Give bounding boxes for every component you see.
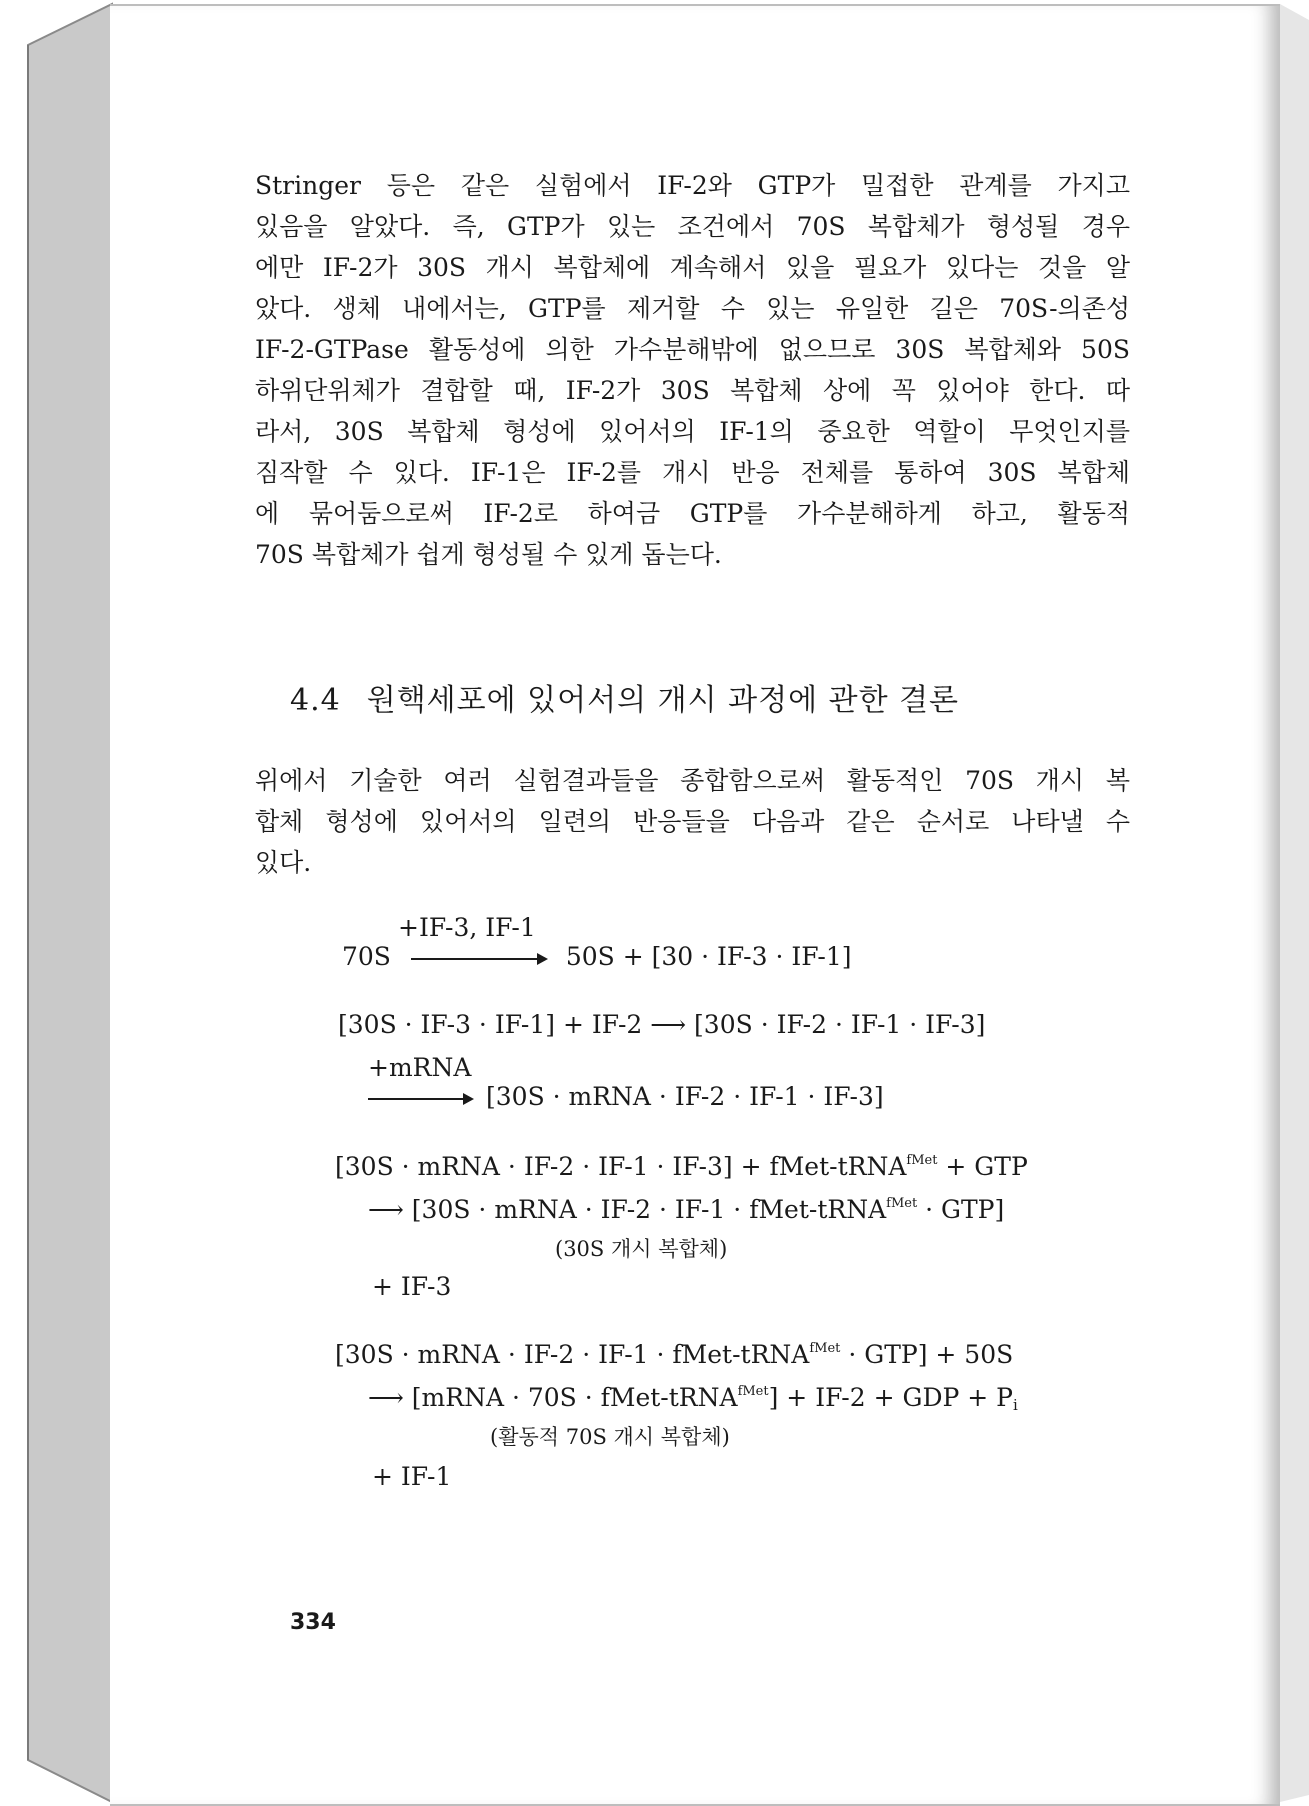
superscript: fMet <box>886 1196 918 1211</box>
eq3-label: (30S 개시 복합체) <box>555 1237 728 1261</box>
eq2-line2 <box>368 1082 884 1111</box>
text-line: 있음을 알았다. 즉, GTP가 있는 조건에서 70S 복합체가 형성될 경우 <box>255 212 1130 241</box>
section-title: 원핵세포에 있어서의 개시 과정에 관한 결론 <box>366 683 960 718</box>
text-line: IF-2-GTPase 활동성에 의한 가수분해밖에 없으므로 30S 복합체와 50S <box>255 335 1130 364</box>
eq3-product: ⟶ [30S · mRNA · IF-2 · IF-1 · fMet-tRNA <box>368 1195 887 1224</box>
text-line: 합체 형성에 있어서의 일련의 반응들을 다음과 같은 순서로 나타낼 수 <box>255 807 1130 836</box>
eq2-line1: [30S · IF-3 · IF-1] + IF-2 ⟶ [30S · IF-2 · IF-1 · IF-3] <box>338 1010 986 1039</box>
eq4-line3: + IF-1 <box>372 1462 452 1491</box>
section-heading <box>290 675 959 719</box>
eq1-right: 50S + [30 · IF-3 · IF-1] <box>565 942 852 971</box>
section-number: 4.4 <box>290 683 341 718</box>
text-line: 있다. <box>255 848 312 877</box>
eq4-reactants-end: · GTP] + 50S <box>840 1340 1014 1369</box>
eq3-product-end: · GTP] <box>917 1195 1005 1224</box>
eq3-gtp: + GTP <box>937 1152 1028 1181</box>
text-line: 에 묶어둠으로써 IF-2로 하여금 GTP를 가수분해하게 하고, 활동적 <box>255 499 1130 528</box>
reaction-arrow <box>411 958 546 960</box>
superscript: fMet <box>906 1153 938 1168</box>
page-number: 334 <box>290 1610 336 1635</box>
eq4-product: ⟶ [mRNA · 70S · fMet-tRNA <box>368 1383 738 1412</box>
reaction-arrow <box>368 1098 472 1100</box>
text-line: 았다. 생체 내에서는, GTP를 제거할 수 있는 유일한 길은 70S-의존성 <box>255 294 1130 323</box>
paragraph-2 <box>255 760 1130 883</box>
text-line: 위에서 기술한 여러 실험결과들을 종합함으로써 활동적인 70S 개시 복 <box>255 766 1130 795</box>
subscript: i <box>1013 1396 1018 1414</box>
text-line: 70S 복합체가 쉽게 형성될 수 있게 돕는다. <box>255 540 722 569</box>
superscript: fMet <box>737 1384 769 1399</box>
eq4-line1 <box>335 1340 1013 1369</box>
eq1-left: 70S <box>342 942 391 971</box>
eq3-line1 <box>335 1152 1028 1181</box>
eq3-line3: + IF-3 <box>372 1272 452 1301</box>
eq4-label: (활동적 70S 개시 복합체) <box>490 1425 730 1449</box>
text-line: 에만 IF-2가 30S 개시 복합체에 계속해서 있을 필요가 있다는 것을 알 <box>255 253 1130 282</box>
eq4-reactants: [30S · mRNA · IF-2 · IF-1 · fMet-tRNA <box>335 1340 810 1369</box>
eq4-product-end: ] + IF-2 + GDP + P <box>768 1383 1013 1412</box>
text-line: 라서, 30S 복합체 형성에 있어서의 IF-1의 중요한 역할이 무엇인지를 <box>255 417 1130 446</box>
text-line: 하위단위체가 결합할 때, IF-2가 30S 복합체 상에 꼭 있어야 한다. 따 <box>255 376 1130 405</box>
paragraph-1 <box>255 165 1130 575</box>
eq4-line2 <box>368 1383 1018 1414</box>
eq2-condition: +mRNA <box>368 1053 472 1082</box>
superscript: fMet <box>809 1341 841 1356</box>
text-line: Stringer 등은 같은 실험에서 IF-2와 GTP가 밀접한 관계를 가지고 <box>255 171 1130 200</box>
eq3-line2 <box>368 1195 1004 1224</box>
equation-1 <box>342 942 852 971</box>
eq3-reactants: [30S · mRNA · IF-2 · IF-1 · IF-3] + fMet-tRNA <box>335 1152 907 1181</box>
text-line: 짐작할 수 있다. IF-1은 IF-2를 개시 반응 전체를 통하여 30S 복합체 <box>255 458 1130 487</box>
eq2-product: [30S · mRNA · IF-2 · IF-1 · IF-3] <box>486 1082 884 1111</box>
eq1-condition: +IF-3, IF-1 <box>398 913 536 942</box>
